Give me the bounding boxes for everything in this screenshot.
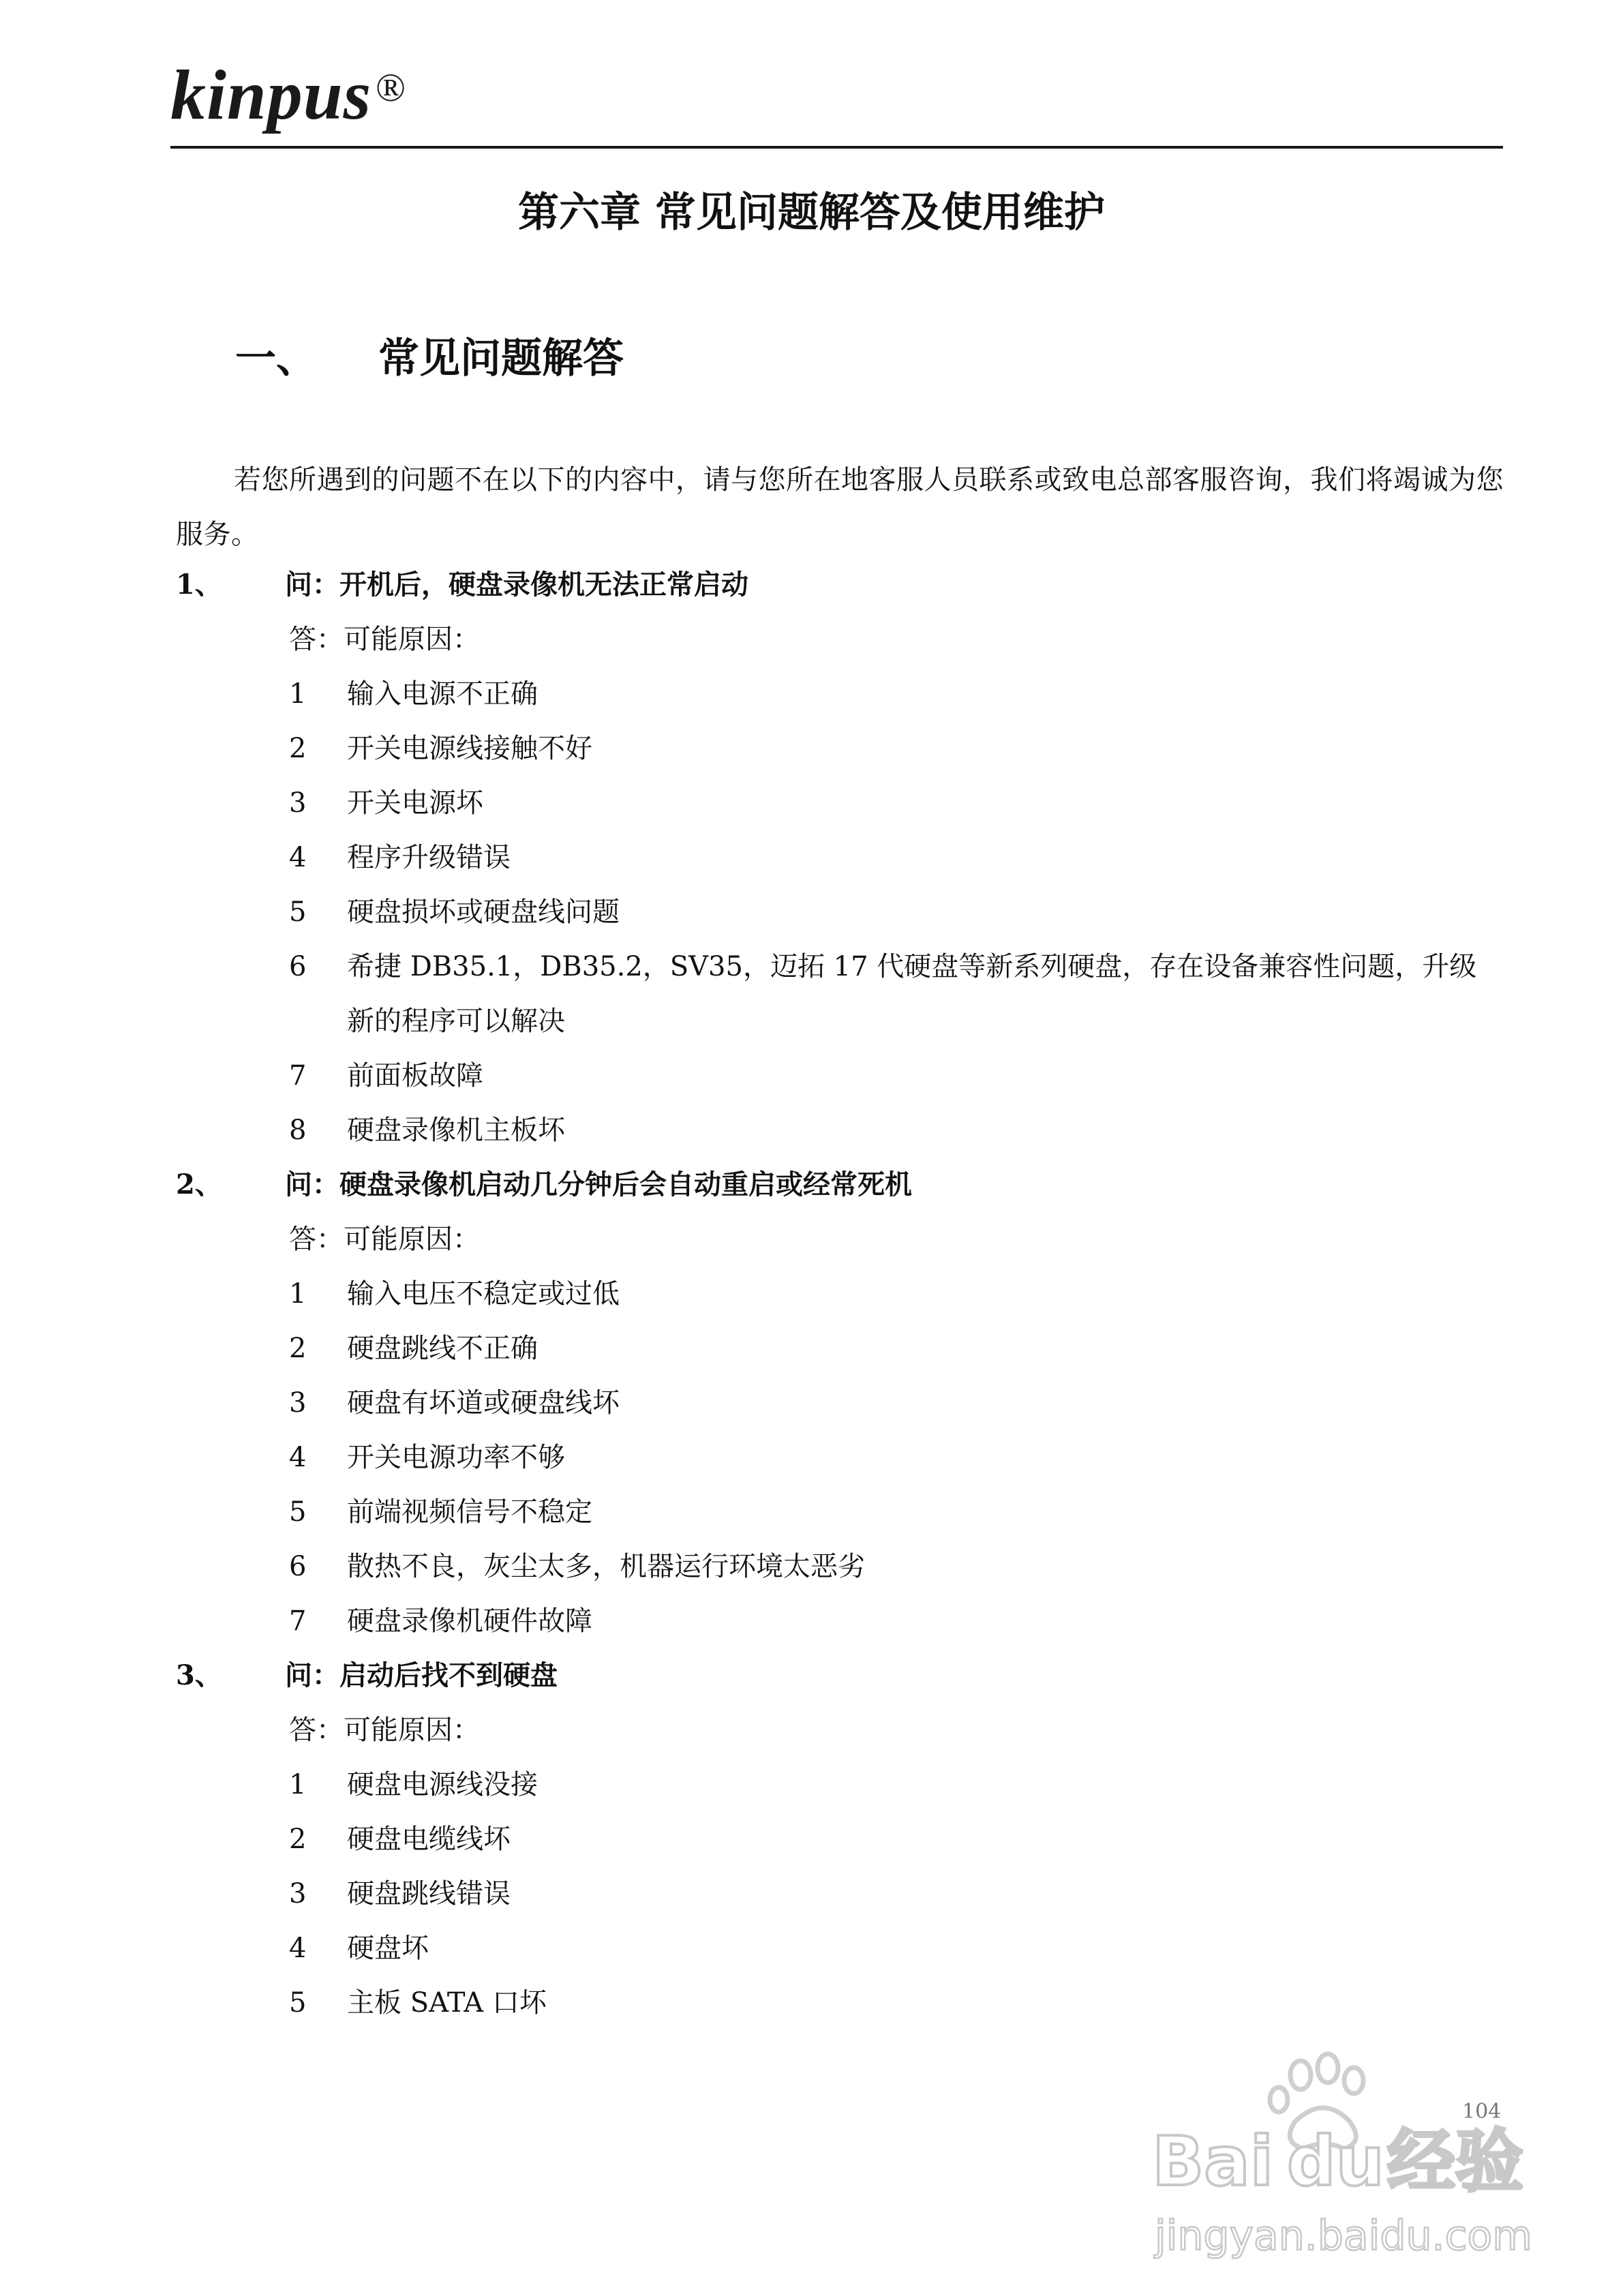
- item-number: 3: [289, 1878, 307, 1909]
- item-text: 程序升级错误: [347, 842, 511, 873]
- intro-paragraph: 若您所遇到的问题不在以下的内容中，请与您所在地客服人员联系或致电总部客服咨询，我们将竭诚为您服务。: [176, 464, 1504, 550]
- list-item: [289, 1976, 1504, 2030]
- faq-question: [176, 1168, 912, 1200]
- section-number: 一、: [235, 335, 317, 382]
- item-number: 2: [289, 1333, 307, 1364]
- list-item: [289, 1048, 1504, 1103]
- item-number: 4: [289, 1442, 307, 1473]
- item-text: 硬盘有坏道或硬盘线坏: [347, 1387, 620, 1419]
- item-number: 2: [289, 733, 307, 764]
- item-text: 前面板故障: [347, 1060, 483, 1091]
- list-item: [289, 776, 1504, 830]
- faq-answer: 答：可能原因：: [289, 1224, 480, 1255]
- list-item: [289, 1812, 1504, 1867]
- faq-number: 3、: [176, 1659, 222, 1691]
- item-text: 硬盘录像机主板坏: [347, 1115, 565, 1146]
- page-number: 104: [1462, 2100, 1502, 2124]
- list-item: [289, 1430, 1504, 1485]
- item-number: 5: [289, 1496, 307, 1528]
- list-item: [289, 1757, 1504, 1812]
- baidu-watermark: [1152, 2045, 1534, 2270]
- list-item: [289, 1539, 1504, 1594]
- question-text: 问：硬盘录像机启动几分钟后会自动重启或经常死机: [285, 1168, 912, 1200]
- item-number: 5: [289, 896, 307, 928]
- item-number: 5: [289, 1987, 307, 2019]
- item-number: 7: [289, 1605, 307, 1637]
- item-text: 希捷 DB35.1，DB35.2，SV35，迈拓 17 代硬盘等新系列硬盘，存在设备兼容性问题，升级新的程序可以解决: [347, 951, 1477, 1037]
- list-item: [289, 939, 1504, 1048]
- item-number: 8: [289, 1115, 307, 1146]
- section-heading: [235, 335, 624, 382]
- brand-logo: [170, 56, 407, 134]
- item-number: 1: [289, 678, 307, 710]
- faq-answer: 答：可能原因：: [289, 1715, 480, 1746]
- item-number: 7: [289, 1060, 307, 1091]
- item-text: 前端视频信号不稳定: [347, 1496, 592, 1528]
- faq-number: 2、: [176, 1168, 222, 1200]
- item-text: 硬盘坏: [347, 1933, 429, 1964]
- item-text: 散热不良，灰尘太多，机器运行环境太恶劣: [347, 1551, 865, 1582]
- list-item: [289, 1867, 1504, 1921]
- item-text: 硬盘录像机硬件故障: [347, 1605, 592, 1637]
- item-text: 开关电源线接触不好: [347, 733, 592, 764]
- faq-answer: 答：可能原因：: [289, 624, 480, 655]
- watermark-url: jingyan.baidu.com: [1155, 2212, 1532, 2260]
- list-item: [289, 1594, 1504, 1648]
- item-text: 硬盘跳线不正确: [347, 1333, 538, 1364]
- logo-text: kinpus: [170, 56, 372, 134]
- list-item: [289, 1321, 1504, 1376]
- item-number: 6: [289, 1551, 307, 1582]
- item-number: 2: [289, 1824, 307, 1855]
- faq-number: 1、: [176, 569, 222, 601]
- watermark-cn: 经验: [1387, 2121, 1523, 2201]
- list-item: [289, 1267, 1504, 1321]
- watermark-brand-du: du: [1287, 2121, 1384, 2201]
- item-number: 3: [289, 1387, 307, 1419]
- item-text: 硬盘跳线错误: [347, 1878, 511, 1909]
- item-text: 输入电压不稳定或过低: [347, 1278, 620, 1310]
- question-text: 问：启动后找不到硬盘: [285, 1659, 558, 1691]
- list-item: [289, 885, 1504, 939]
- item-number: 1: [289, 1769, 307, 1800]
- list-item: [289, 1103, 1504, 1158]
- list-item: [289, 1921, 1504, 1976]
- item-text: 输入电源不正确: [347, 678, 538, 710]
- item-text: 硬盘电源线没接: [347, 1769, 538, 1800]
- item-number: 4: [289, 842, 307, 873]
- header-rule: [170, 146, 1503, 149]
- chapter-title: 第六章 常见问题解答及使用维护: [518, 189, 1105, 237]
- item-number: 1: [289, 1278, 307, 1310]
- list-item: [289, 667, 1504, 721]
- list-item: [289, 830, 1504, 885]
- list-item: [289, 1376, 1504, 1430]
- item-number: 3: [289, 787, 307, 819]
- faq-question: [176, 571, 748, 599]
- section-title: 常见问题解答: [378, 335, 624, 382]
- item-text: 硬盘电缆线坏: [347, 1824, 511, 1855]
- item-text: 硬盘损坏或硬盘线问题: [347, 896, 620, 928]
- question-text: 问：开机后，硬盘录像机无法正常启动: [285, 569, 748, 601]
- item-text: 开关电源坏: [347, 787, 483, 819]
- faq-question: [176, 1659, 558, 1691]
- item-text: 主板 SATA 口坏: [347, 1987, 547, 2019]
- list-item: [289, 1485, 1504, 1539]
- item-text: 开关电源功率不够: [347, 1442, 565, 1473]
- registered-mark: ®: [376, 65, 407, 110]
- list-item: [289, 721, 1504, 776]
- watermark-brand: Bai: [1152, 2121, 1273, 2201]
- item-number: 4: [289, 1933, 307, 1964]
- item-number: 6: [289, 951, 307, 982]
